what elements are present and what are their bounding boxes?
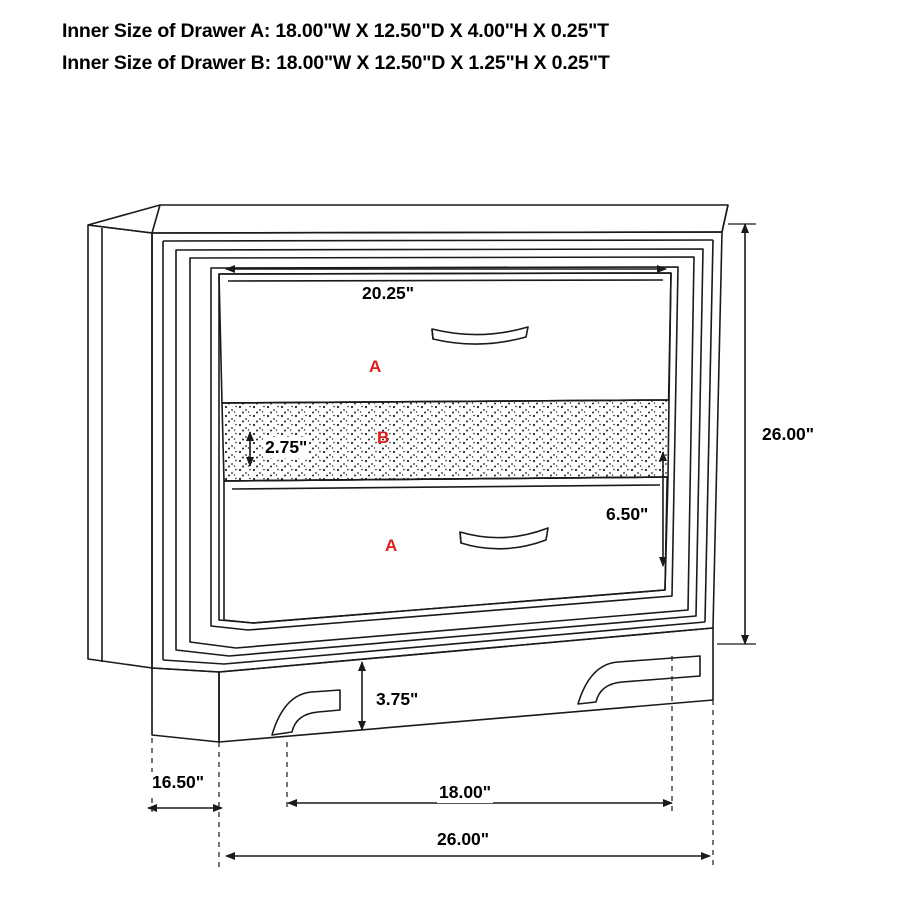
dim-label-inner-width-top: 20.25" (362, 283, 415, 303)
drawer-label-b: B (377, 428, 390, 447)
drawer-face-a-top (219, 273, 671, 403)
cabinet-side-panel (88, 225, 152, 668)
dim-label-leg-clearance: 3.75" (376, 689, 419, 709)
dim-label-overall-height: 26.00" (762, 424, 815, 444)
dim-label-inner-width-bottom: 18.00" (439, 782, 492, 802)
dim-label-drawer-a-bottom-height: 6.50" (606, 504, 649, 524)
drawer-handle-bottom (460, 528, 548, 549)
drawer-label-a-bottom: A (385, 536, 398, 555)
extension-lines (152, 656, 713, 868)
dim-label-overall-width: 26.00" (437, 829, 490, 849)
dim-label-depth: 16.50" (152, 772, 205, 792)
drawer-a-spec-text: Inner Size of Drawer A: 18.00"W X 12.50"D X 4.00"H X 0.25"T (62, 20, 609, 42)
dim-label-drawer-b-height: 2.75" (265, 437, 308, 457)
drawer-handle-top (432, 327, 528, 344)
drawer-b-spec-text: Inner Size of Drawer B: 18.00"W X 12.50"D X 1.25"H X 0.25"T (62, 52, 610, 74)
dim-overall-height (717, 224, 756, 644)
drawer-label-a-top: A (369, 357, 382, 376)
cabinet-top (88, 205, 728, 233)
